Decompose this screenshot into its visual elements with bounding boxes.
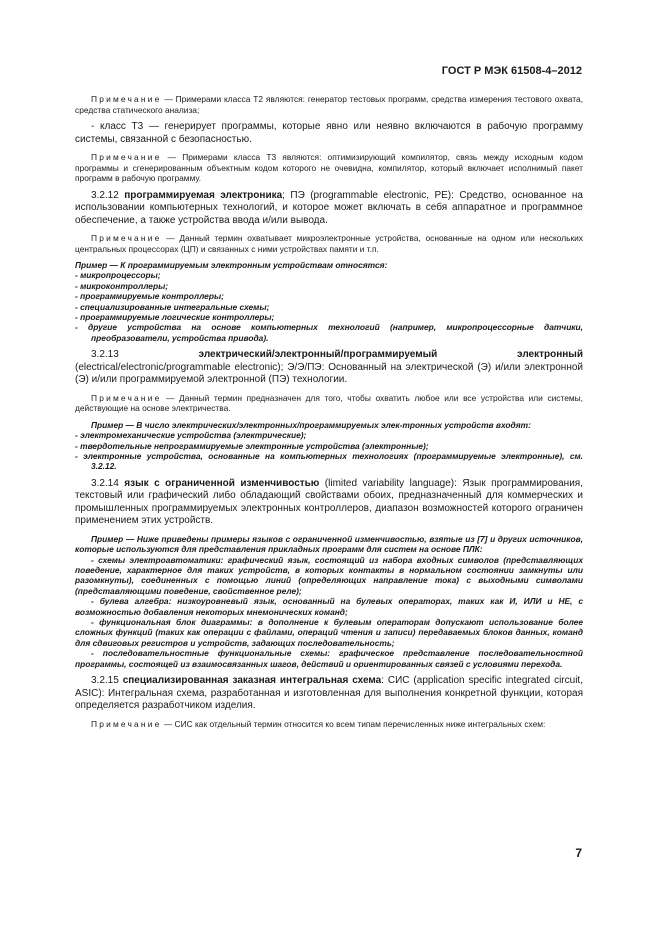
definition-3-2-13: 3.2.13 электрический/электронный/программируемый электронный (electrical/electronic/programmable electronic); Э/Э/ПЭ: Основанный на электрической (Э) и/или электронной (Э) и/или программируемой электронной (ПЭ) технологии. (75, 349, 583, 386)
example-line: - микроконтроллеры; (75, 280, 169, 291)
example-line: - программируемые логические контроллеры; (75, 312, 275, 323)
example-3-2-14 (75, 534, 583, 669)
term-limited-variability-language: язык с ограниченной изменчивостью (124, 477, 320, 489)
note-3-2-15: Примечание — СИС как отдельный термин относится ко всем типам перечисленных ниже интегральных схем: (91, 718, 546, 729)
note-3-2-12: Примечание — Данный термин охватывает микроэлектронные устройства, основанные на одном или нескольких центральных процессорах (ЦП) и связанных с ними устройствах памяти и т.п. (75, 233, 583, 254)
example-3-2-13 (75, 420, 583, 472)
example-item: Пример — Ниже приведены примеры языков с ограниченной изменчивостью, взятые из [7] и других источников, которые используются для представления прикладных программ для систем на основе ПЛК: (75, 533, 583, 555)
example-line: - электронные устройства, основанные на компьютерных технологиях (программируемые электронные), см. 3.2.12. (75, 450, 583, 472)
example-intro: Пример — В число электрических/электронных/программируемых элек-тронных устройств входят: (91, 419, 531, 430)
example-item: - булева алгебра: низкоуровневый язык, основанный на булевых операторах, таких как И, ИЛИ и НЕ, с возможностью добавления некоторых мнемонических команд; (75, 596, 583, 617)
example-line: - специализированные интегральные схемы; (75, 301, 270, 312)
definition-3-2-14: 3.2.14 язык с ограниченной изменчивостью (limited variability language): Язык программирования, текстовый или графический либо обладающий свойствами обоих, предназначенный для коммерческих и промышленных программируемых электронных контроллеров, диапазон возможностей которого ограничен применением этих устройств. (75, 477, 583, 527)
example-line: - электромеханические устройства (электрические); (75, 430, 307, 441)
example-line: - микропроцессоры; (75, 270, 161, 281)
page-content (75, 94, 583, 735)
example-3-2-12 (75, 260, 583, 343)
note-label: Примечание (91, 94, 162, 104)
term-eepe: электрический/электронный/программируемый электронный (198, 349, 583, 361)
example-item: - последовательностные функциональные схемы: графическое представление последовательностной программы, состоящей из взаимосвязанных шагов, действий и ориентированных связей с условиями перехода. (75, 648, 583, 669)
note-t3: Примечание — Примерами класса Т3 являются: оптимизирующий компилятор, связь между исходным кодом программы и сгенерированным объектным кодом которого не очевидна, компилятор, который включает исполнимый пакет программ в рабочую программу. (75, 152, 584, 183)
example-line: Пример — К программируемым электронным устройствам относятся: (75, 260, 388, 270)
note-label: Примечание (91, 233, 162, 243)
example-item: - функциональная блок диаграммы: в дополнение к булевым операторам допускают использование более сложных функций (таких как операции с файлами, операций чтения и записи) передаваемых блоков данных, команд для сдвиговых регистров и устройств, задающих последовательность; (75, 617, 583, 648)
page-number: 7 (575, 846, 582, 860)
example-line: - твердотельные непрограммируемые электронные устройства (электронные); (75, 440, 429, 451)
definition-3-2-15: 3.2.15 специализированная заказная интегральная схема: СИС (application specific integrated circuit, ASIC): Интегральная схема, разработанная и изготовленная для выполнения конкретной функции, которая определяется разработчиком изделия. (75, 675, 583, 712)
note-label: Примечание (91, 718, 162, 729)
example-line: - другие устройства на основе компьютерных технологий (например, микропроцессорные датчики, преобразователи, устройства привода). (75, 322, 583, 343)
term-asic: специализированная заказная интегральная схема (122, 675, 382, 687)
definition-3-2-12: 3.2.12 программируемая электроника; ПЭ (programmable electronic, PE): Средство, основанное на использовании компьютерных технологий, и которое может включать в себя аппаратное и программное обеспечение, а также устройства ввода и/или вывода. (75, 189, 583, 226)
class-t3-paragraph: - класс Т3 — генерирует программы, которые явно или неявно включаются в рабочую программу системы, связанной с безопасностью. (75, 121, 583, 145)
example-line: - программируемые контроллеры; (75, 291, 224, 302)
note-t2: Примечание — Примерами класса Т2 являются: генератор тестовых программ, средства измерения тестового охвата, средства статического анализа; (75, 94, 584, 115)
note-3-2-13: Примечание — Данный термин предназначен для того, чтобы охватить любое или все устройства или системы, действующие на основе электричества. (75, 392, 583, 414)
example-item: - схемы электроавтоматики: графический язык, состоящий из набора входных символов (представляющих поведение, характерное для таких устройств, в которых контакты в нормальном состоянии замкнуты или разомкнуты), соединенных с помощью линий (определяющих направление тока) с выходными символами (представляющими поведение, свойственное реле); (75, 554, 583, 596)
term-programmable-electronic: программируемая электроника (124, 189, 283, 201)
document-header: ГОСТ Р МЭК 61508-4–2012 (441, 65, 582, 77)
note-label: Примечание (91, 392, 162, 403)
note-label: Примечание (91, 152, 162, 162)
